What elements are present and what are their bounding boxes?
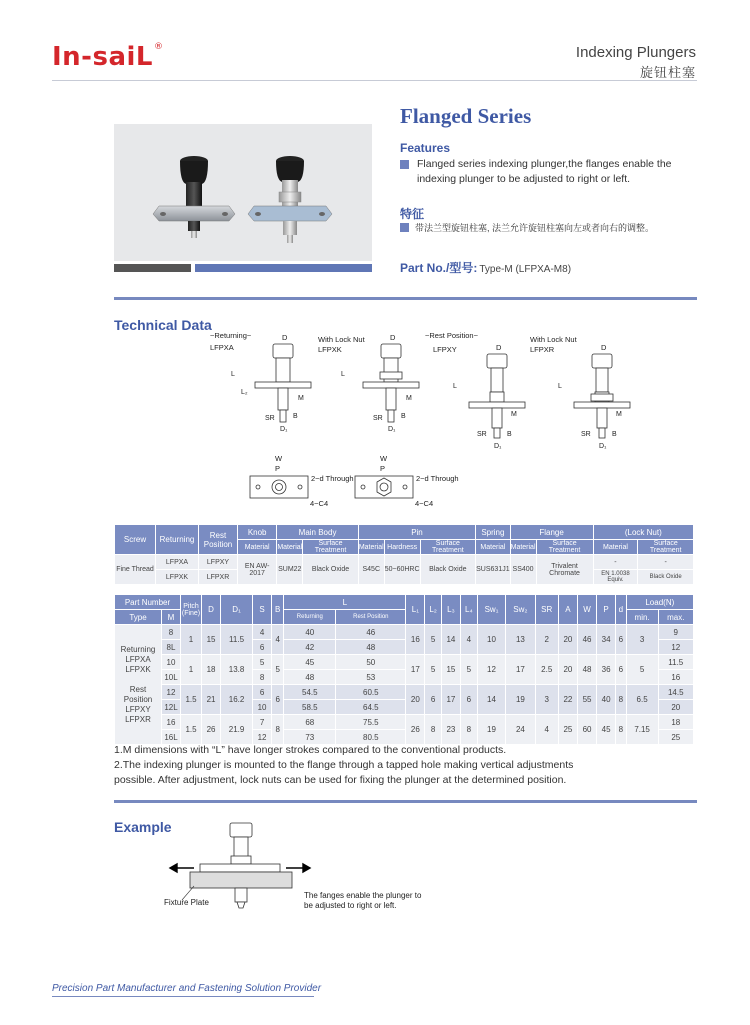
svg-text:M: M [511,411,517,418]
table-cell: 18 [202,655,221,685]
table-cell: 14 [441,625,460,655]
table-cell: 21 [202,685,221,715]
table-cell: 12 [477,655,506,685]
svg-text:D₁: D₁ [388,426,396,433]
table-cell: 8 [460,715,477,745]
table-cell: 58.5 [284,700,336,715]
table-cell: 7.15 [626,715,658,745]
table-cell: 6 [616,655,627,685]
table-cell: 75.5 [336,715,406,730]
technical-data-heading: Technical Data [114,317,212,333]
table-cell: 6 [460,685,477,715]
table-cell: 40 [284,625,336,640]
type-cell: Returning LFPXA LFPXK Rest Position LFPXY LFPXR [115,625,162,745]
table-cell: 53 [336,670,406,685]
example-heading: Example [114,819,172,835]
svg-text:D: D [282,333,288,342]
table-cell: 54.5 [284,685,336,700]
section-divider [114,800,697,803]
table-cell: 6 [272,685,284,715]
table-cell: 8 [616,685,627,715]
series-title: Flanged Series [400,104,532,128]
table-cell: 4 [535,715,558,745]
svg-text:SR: SR [581,431,591,438]
table-cell: 64.5 [336,700,406,715]
svg-text:4−C4: 4−C4 [415,499,434,508]
table-cell: 45 [284,655,336,670]
table-cell: 16 [658,670,693,685]
svg-text:2−d Through: 2−d Through [311,474,354,483]
table-cell: 42 [284,640,336,655]
footer-tagline: Precision Part Manufacturer and Fastening Solution Provider [52,983,322,994]
table-cell: 22 [558,685,577,715]
svg-text:D₁: D₁ [599,443,607,450]
table-cell: 8 [253,670,272,685]
header-divider [52,80,697,81]
svg-text:L: L [558,383,562,390]
svg-text:P: P [380,464,386,473]
note-1: 1.M dimensions with “L” have longer strokes compared to the conventional products. [114,744,507,756]
table-cell: 2 [535,625,558,655]
table-cell: 48 [284,670,336,685]
example-diagram [160,818,440,918]
svg-text:M: M [406,395,412,402]
table-cell: 17 [406,655,425,685]
svg-text:B: B [507,431,512,438]
table-cell: 16 [406,625,425,655]
table-cell: 73 [284,730,336,745]
svg-text:LFPXK: LFPXK [318,345,342,354]
table-cell: 1.5 [181,715,202,745]
svg-text:SR: SR [373,415,383,422]
table-cell: 1.5 [181,685,202,715]
footer-underline [52,996,314,997]
table-cell: 1 [181,655,202,685]
table-cell: 5 [253,655,272,670]
table-row [115,715,694,730]
table-cell: 23 [441,715,460,745]
table-cell: 15 [202,625,221,655]
table-cell: 50 [336,655,406,670]
table-cell: 18 [658,715,693,730]
table-cell: 10 [477,625,506,655]
table-cell: 26 [202,715,221,745]
material-spec-table: Screw Returning Rest Position Knob Main Body Pin Spring Flange (Lock Nut) Material Material Surface Treatment Material Hardness Surface Treatment Material Material Surface Treatment Material Surface Treatment Fine Thread LFPXA LFPXY EN AW-2017 SUM22 Black Oxide S45C 50~60HRC Black Oxide SUS631J1 SS400 Trivalent Chromate - - LFPXK LFPXR EN 1.0038 Equiv. Black Oxide [114,524,694,585]
table-cell: 14.5 [658,685,693,700]
table-cell: 46 [577,625,596,655]
table-cell: 11.5 [221,625,253,655]
table-cell: 46 [336,625,406,640]
table-cell: 20 [658,700,693,715]
table-cell: 8 [272,715,284,745]
table-cell: 8 [425,715,441,745]
svg-text:L: L [231,371,235,378]
features-text: Flanged series indexing plunger,the flanges enable the indexing plunger to be adjusted to right or left. [400,157,700,187]
svg-text:B: B [401,413,406,420]
table-row [115,655,694,670]
table-cell: 48 [577,655,596,685]
table-cell: 5 [460,655,477,685]
features-heading: Features [400,141,451,155]
svg-text:D: D [496,343,502,352]
table-cell: 16 [162,715,181,730]
table-cell: 12 [162,685,181,700]
table-cell: 60.5 [336,685,406,700]
table-cell: 12 [658,640,693,655]
svg-text:D₁: D₁ [280,426,288,433]
table-cell: 3 [626,625,658,655]
table-cell: 20 [406,685,425,715]
table-cell: 48 [336,640,406,655]
svg-text:B: B [293,413,298,420]
svg-text:P: P [275,464,281,473]
table-cell: 10 [253,700,272,715]
table-cell: 13 [506,625,535,655]
features-heading-cn: 特征 [400,207,425,221]
table-cell: 25 [658,730,693,745]
bullet-square-icon [400,160,409,169]
svg-text:SR: SR [265,415,275,422]
page-header-titles [576,44,696,81]
svg-text:With Lock Nut: With Lock Nut [318,335,365,344]
note-2: 2.The indexing plunger is mounted to the flange through a tapped hole making vertical adjustments [114,759,574,771]
table-cell: 6 [616,625,627,655]
table-cell: 16.2 [221,685,253,715]
table-cell: 6 [253,685,272,700]
features-text-cn: 带法兰型旋钮柱塞, 法兰允许旋钮柱塞向左或者向右的调整。 [400,221,654,234]
table-cell: 5 [272,655,284,685]
svg-text:4−C4: 4−C4 [310,499,329,508]
table-cell: 4 [272,625,284,655]
table-cell: 9 [658,625,693,640]
table-cell: 25 [558,715,577,745]
svg-text:M: M [616,411,622,418]
table-cell: 8 [162,625,181,640]
svg-text:LFPXR: LFPXR [530,345,555,354]
table-cell: 8 [616,715,627,745]
table-cell: 68 [284,715,336,730]
table-cell: 6 [425,685,441,715]
table-cell: 3 [535,685,558,715]
table-cell: 5 [626,655,658,685]
table-cell: 17 [506,655,535,685]
product-photo [114,124,372,261]
table-cell: 14 [477,685,506,715]
table-cell: 55 [577,685,596,715]
table-cell: 10 [162,655,181,670]
svg-text:W: W [380,454,388,463]
svg-text:M: M [298,395,304,402]
photo-accent-bar-dark [114,264,191,272]
svg-text:be adjusted to right or left.: be adjusted to right or left. [304,901,397,910]
table-cell: 5 [425,655,441,685]
table-row [115,625,694,640]
table-cell: 20 [558,655,577,685]
svg-text:Fixture Plate: Fixture Plate [164,898,209,907]
table-cell: 12 [253,730,272,745]
notes [114,743,704,788]
table-cell: 19 [477,715,506,745]
svg-text:L: L [341,371,345,378]
technical-drawings [205,328,675,518]
svg-text:W: W [275,454,283,463]
svg-text:B: B [612,431,617,438]
table-cell: 36 [597,655,616,685]
table-cell: 8L [162,640,181,655]
table-cell: 16L [162,730,181,745]
table-cell: 4 [253,625,272,640]
svg-text:The fanges enable the plunger: The fanges enable the plunger to [304,891,422,900]
table-cell: 11.5 [658,655,693,670]
table-cell: 45 [597,715,616,745]
table-cell: 34 [597,625,616,655]
svg-text:LFPXY: LFPXY [433,345,457,354]
header-title-en: Indexing Plungers [575,44,696,61]
table-cell: 26 [406,715,425,745]
svg-text:D₁: D₁ [494,443,502,450]
table-cell: 2.5 [535,655,558,685]
svg-text:LFPXA: LFPXA [210,343,234,352]
svg-text:L₂: L₂ [241,389,248,396]
table-cell: 6 [253,640,272,655]
table-cell: 4 [460,625,477,655]
table-cell: 5 [425,625,441,655]
svg-text:D: D [390,333,396,342]
table-cell: 12L [162,700,181,715]
svg-text:SR: SR [477,431,487,438]
table-cell: 6.5 [626,685,658,715]
table-cell: 13.8 [221,655,253,685]
table-cell: 19 [506,685,535,715]
table-cell: 15 [441,655,460,685]
table-cell: 10L [162,670,181,685]
part-number: Part No./型号: Type-M (LFPXA-M8) [400,261,572,275]
table-cell: 24 [506,715,535,745]
table-cell: 17 [441,685,460,715]
bullet-square-icon [400,223,409,232]
svg-text:D: D [601,343,607,352]
dimensions-table: Part Number Pitch (Fine) D D₁ S B L L₁ L₂ L₃ L₄ Sw₁ Sw₂ SR A W P d Load(N) Type M Returning Rest Position min. max. Returning LFPXA LFPXK Rest Position LFPXY LFPXR 8 1 15 11.5 4 4 40 46 16 5 14 4 10 13 2 20 46 34 6 3 9 8L 6 42 48 12 10 1 18 13.8 5 5 45 50 17 5 15 5 12 17 2.5 20 48 36 6 5 11.5 10L 8 48 53 16 12 1.5 21 16.2 6 6 54.5 60.5 20 6 17 6 14 19 3 22 55 40 8 6.5 14.5 12L 10 58.5 64.5 20 16 1.5 26 21.9 7 8 68 75.5 26 8 23 8 19 24 4 25 60 45 8 7.15 18 16L 12 73 80.5 25 [114,594,694,745]
svg-text:~Returning~: ~Returning~ [210,331,252,340]
table-cell: 21.9 [221,715,253,745]
table-cell: 1 [181,625,202,655]
svg-text:With Lock Nut: With Lock Nut [530,335,577,344]
table-cell: 80.5 [336,730,406,745]
section-divider [114,297,697,300]
table-row [115,685,694,700]
table-cell: 7 [253,715,272,730]
photo-accent-bar-blue [195,264,372,272]
note-2-cont: possible. After adjustment, lock nuts can be used for fixing the plunger at the determined position. [114,774,567,786]
svg-text:L: L [453,383,457,390]
table-cell: 20 [558,625,577,655]
table-cell: 60 [577,715,596,745]
svg-text:~Rest Position~: ~Rest Position~ [425,331,478,340]
brand-logo: In-saiL® [52,42,164,72]
svg-text:2−d Through: 2−d Through [416,474,459,483]
header-title-cn: 旋钮柱塞 [639,65,696,80]
table-cell: 40 [597,685,616,715]
